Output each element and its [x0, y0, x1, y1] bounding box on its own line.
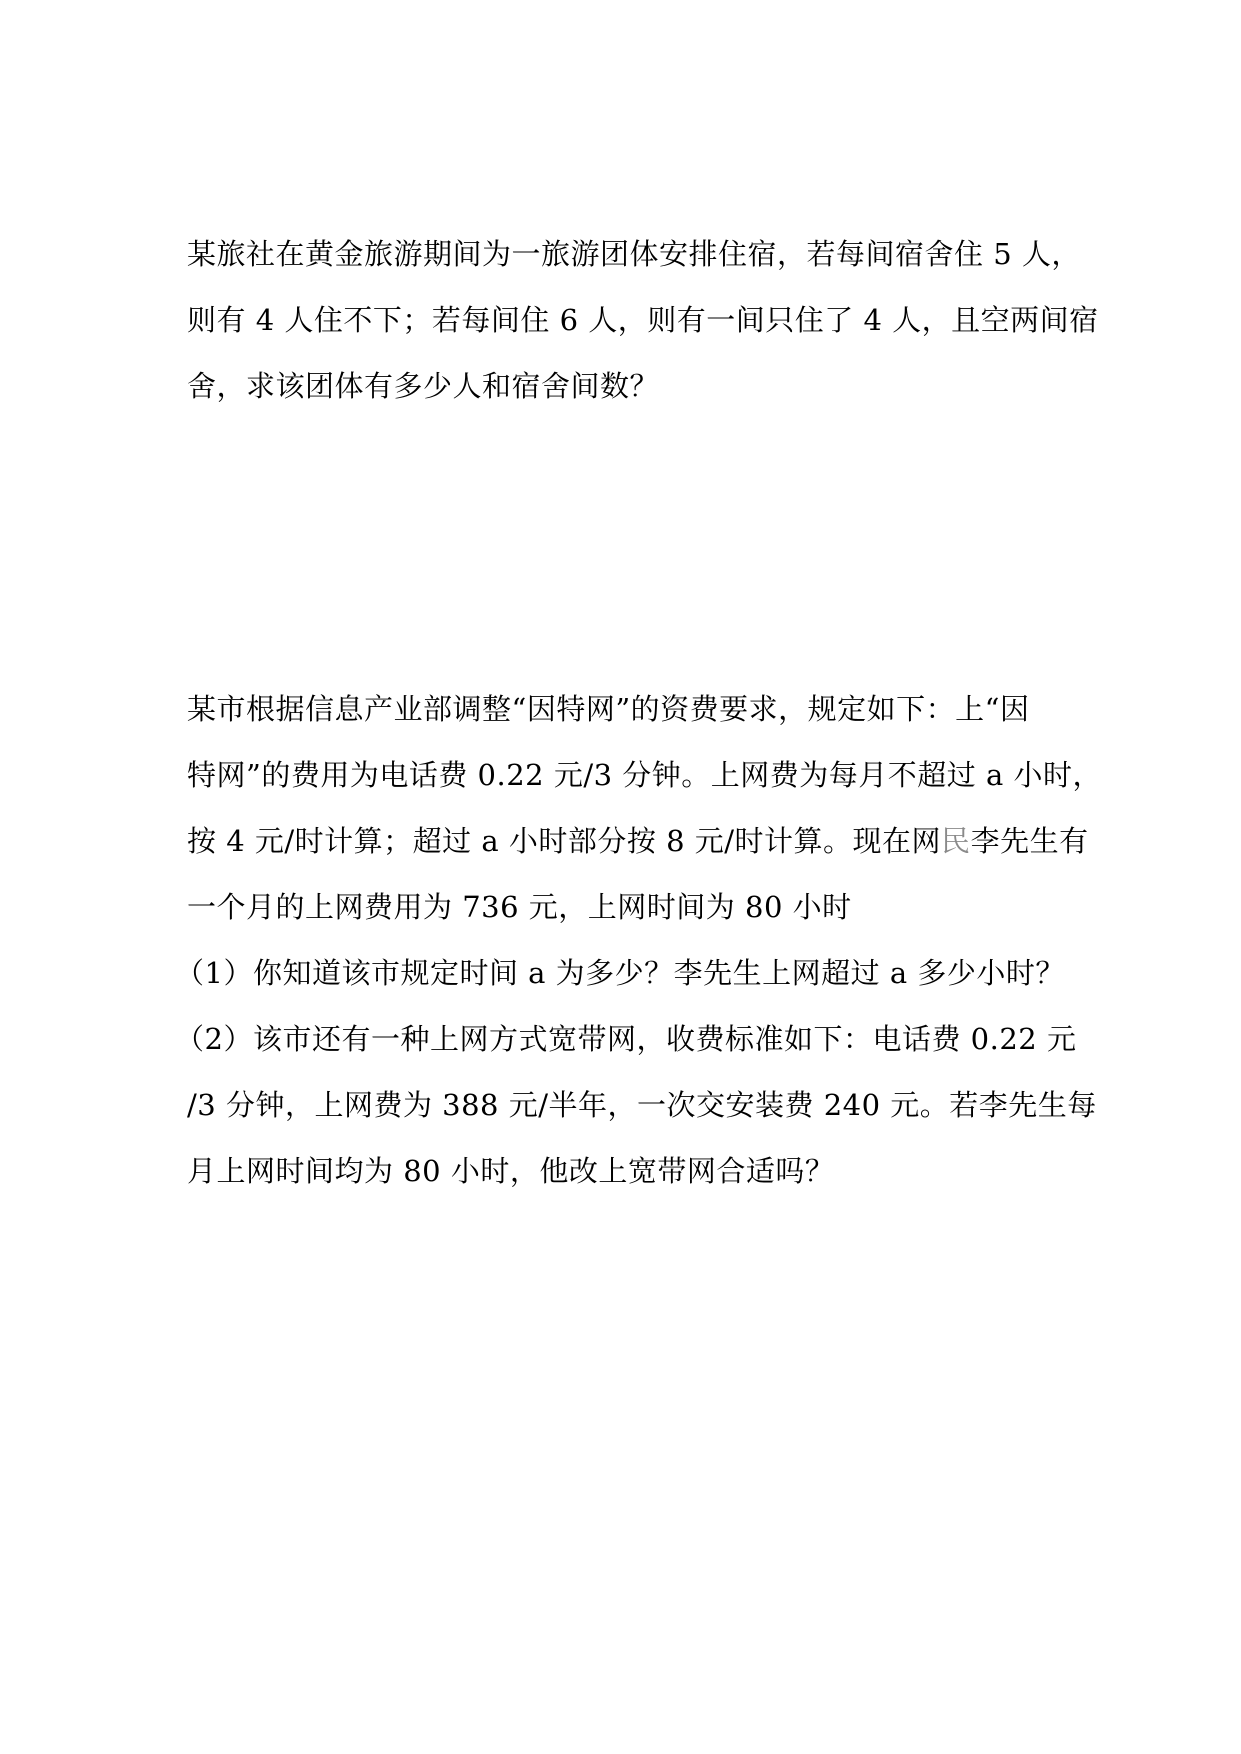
sub-question-2-line-1: （2）该市还有一种上网方式宽带网，收费标准如下：电话费 0.22 元: [175, 1022, 1077, 1056]
sub-question-2-line-3: 月上网时间均为 80 小时，他改上宽带网合适吗？: [187, 1154, 835, 1188]
word-problem-internet-fees: [175, 676, 1102, 1204]
problem-1-line-2: 则有 4 人住不下；若每间住 6 人，则有一间只住了 4 人，且空两间宿: [187, 303, 1099, 337]
problem-1-line-3: 舍，求该团体有多少人和宿舍间数？: [187, 369, 660, 403]
problem-2-line-1: 某市根据信息产业部调整“因特网”的资费要求，规定如下：上“因: [187, 692, 1030, 726]
sub-question-1: （1）你知道该市规定时间 a 为多少？李先生上网超过 a 多少小时？: [175, 956, 1065, 990]
problem-1-line-1: 某旅社在黄金旅游期间为一旅游团体安排住宿，若每间宿舍住 5 人，: [187, 237, 1081, 271]
sub-question-2-line-2: /3 分钟，上网费为 388 元/半年，一次交安装费 240 元。若李先生每: [187, 1088, 1097, 1122]
problem-2-line-4: 一个月的上网费用为 736 元，上网时间为 80 小时: [187, 890, 852, 924]
faint-character: 民: [941, 824, 971, 858]
problem-2-line-3: [187, 808, 1089, 874]
problem-2-line-3-end: 李先生有: [970, 824, 1089, 858]
problem-2-line-3-start: 按 4 元/时计算；超过 a 小时部分按 8 元/时计算。现在网: [187, 824, 942, 858]
problem-2-line-2: 特网”的费用为电话费 0.22 元/3 分钟。上网费为每月不超过 a 小时，: [187, 758, 1102, 792]
word-problem-lodging: [187, 221, 1099, 419]
